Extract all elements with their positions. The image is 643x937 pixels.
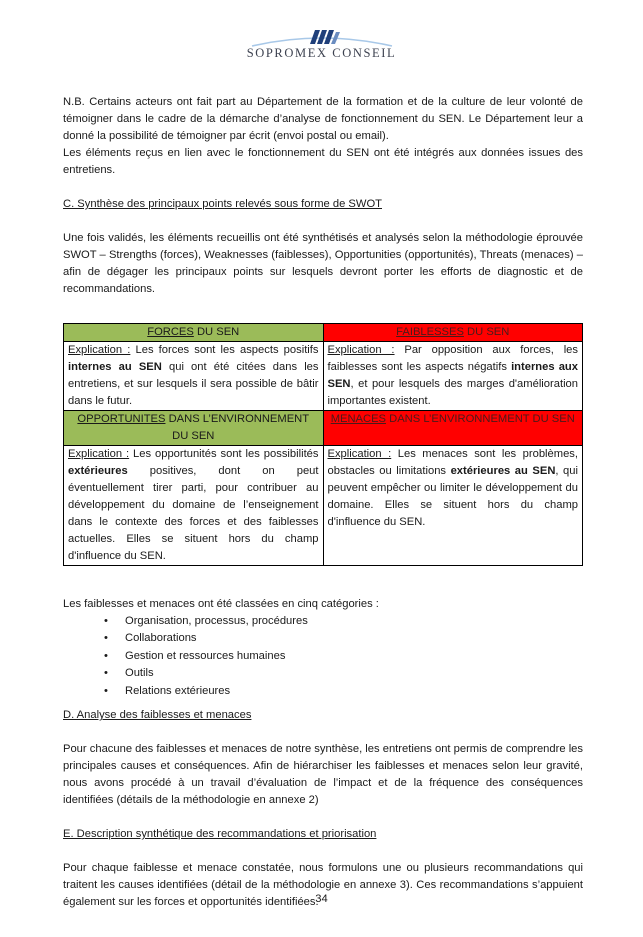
swot-forces-header: FORCES DU SEN [64, 324, 324, 342]
section-e-paragraph: Pour chaque faiblesse et menace constatée, nous formulons une ou plusieurs recommandations qui traitent les causes identifiées (détail de la méthodologie en annexe 3). Ces recommandations s’appuient également sur les forces et opportunités identifiées. [63, 862, 583, 909]
intro-paragraph-1: N.B. Certains acteurs ont fait part au Département de la formation et de la culture de leur volonté de témoigner dans le cadre de la démarche d’analyse de fonctionnement du SEN. Le Département leur a donné la possibilité de témoigner par écrit (envoi postal ou email). [63, 96, 583, 142]
logo-text: SOPROMEX CONSEIL [246, 46, 397, 60]
list-item: • Collaborations [125, 630, 583, 647]
swot-menaces-body: Explication : Les menaces sont les problèmes, obstacles ou limitations extérieures au SEN, qui peuvent empêcher ou limiter le développement du domaine. Elles se situent hors du champ d'influence du SEN. [323, 446, 583, 566]
section-c-heading: C. Synthèse des principaux points relevés sous forme de SWOT [63, 198, 382, 210]
swot-faiblesses-body: Explication : Par opposition aux forces, les faiblesses sont les aspects négatifs internes aux SEN, et pour lesquels des marges d'amélioration importantes existent. [323, 342, 583, 411]
list-item: • Gestion et ressources humaines [125, 648, 583, 665]
document-body [63, 94, 583, 911]
list-item: • Organisation, processus, procédures [125, 613, 583, 630]
list-item: • Relations extérieures [125, 683, 583, 700]
list-item: • Outils [125, 665, 583, 682]
section-d-paragraph: Pour chacune des faiblesses et menaces de notre synthèse, les entretiens ont permis de comprendre les principales causes et conséquences. Afin de hiérarchiser les faiblesses et menaces selon leur gravité, nous avons procédé à un travail d’évaluation de l’impact et de la fréquence des conséquences identifiées (détails de la méthodologie en annexe 2) [63, 743, 583, 807]
section-d-heading: D. Analyse des faiblesses et menaces [63, 709, 252, 722]
company-logo [0, 24, 643, 74]
page-number: 34 [315, 893, 328, 905]
categories-list [63, 613, 583, 700]
swot-forces-body: Explication : Les forces sont les aspects positifs internes au SEN qui ont été citées dans les entretiens, et sur lesquels il sera possible de bâtir dans le futur. [64, 342, 324, 411]
swot-opportunites-header: OPPORTUNITES DANS L’ENVIRONNEMENT DU SEN [64, 411, 324, 446]
logo-mark-icon [232, 24, 412, 48]
categories-intro: Les faiblesses et menaces ont été classées en cinq catégories : [63, 598, 379, 610]
intro-paragraph-2: Les éléments reçus en lien avec le fonctionnement du SEN ont été intégrés aux données issues des entretiens. [63, 147, 583, 176]
section-c-paragraph: Une fois validés, les éléments recueillis ont été synthétisés et analysés selon la méthodologie éprouvée SWOT – Strengths (forces), Weaknesses (faiblesses), Opportunities (opportunités), Threats (menaces) – afin de dégager les principaux points sur lesquels devront porter les efforts de diagnostic et de recommandations. [63, 232, 583, 295]
section-e-heading: E. Description synthétique des recommandations et priorisation [63, 828, 377, 841]
swot-menaces-header: MENACES DANS L’ENVIRONNEMENT DU SEN [323, 411, 583, 446]
swot-opportunites-body: Explication : Les opportunités sont les possibilités extérieures positives, dont on peut éventuellement tirer parti, pour contribuer au développement du domaine de l’enseignement dans le contexte des forces et des faiblesses actuelles. Elles se situent hors du champ d'influence du SEN. [64, 446, 324, 566]
swot-faiblesses-header: FAIBLESSES DU SEN [323, 324, 583, 342]
swot-table [63, 323, 583, 566]
